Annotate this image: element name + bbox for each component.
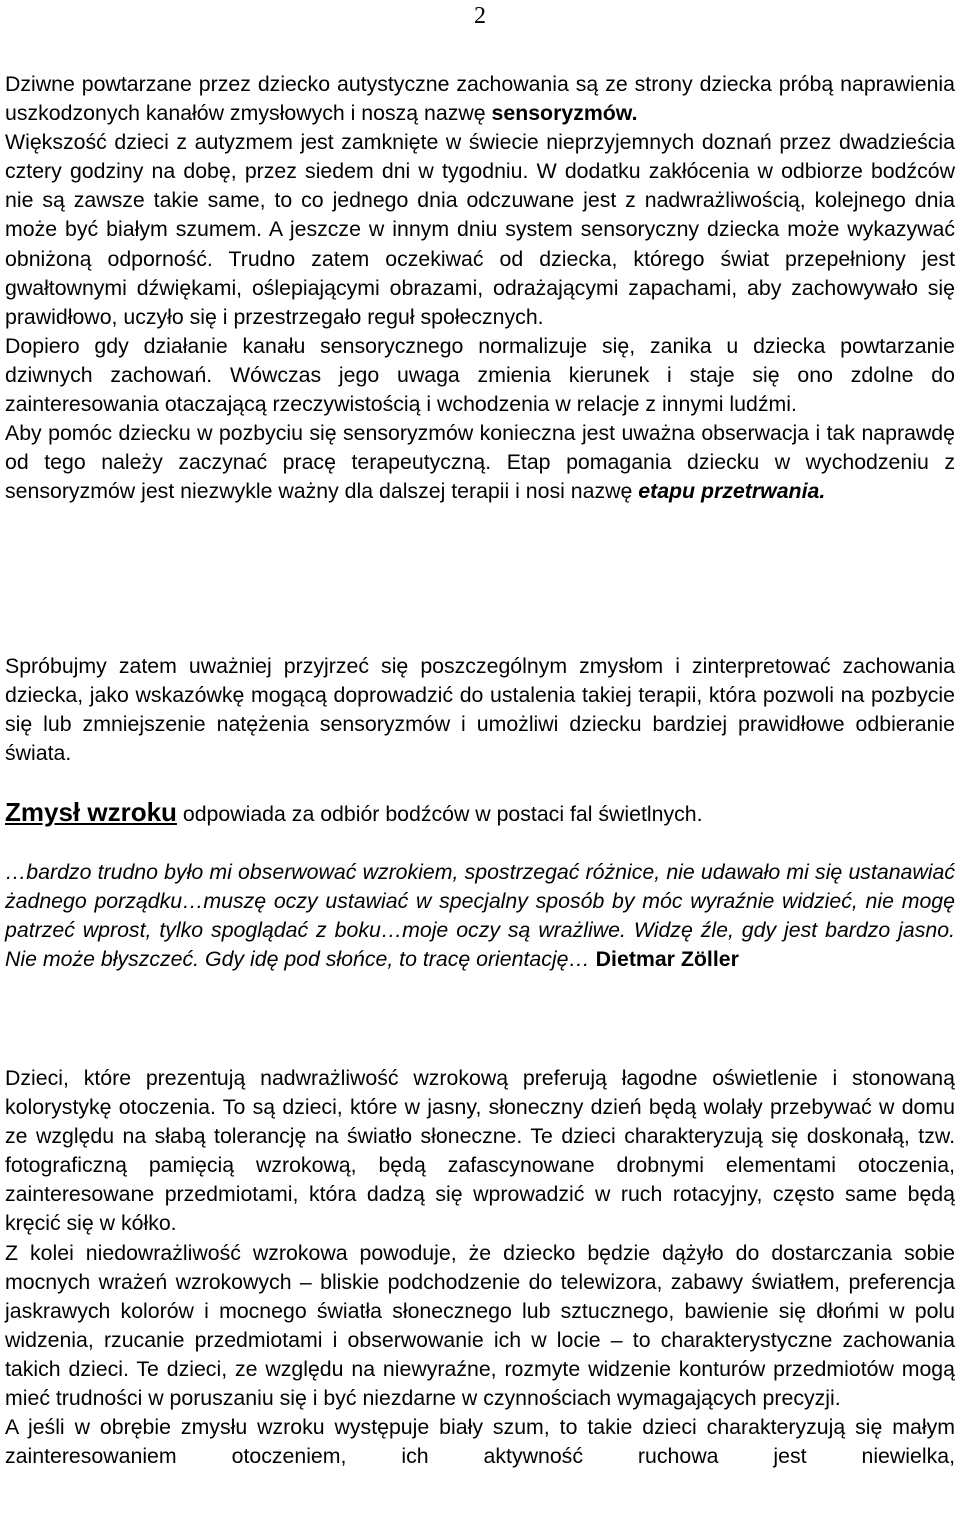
quote-author: Dietmar Zöller [595,947,739,972]
term-sensoryzmow: sensoryzmów. [491,101,638,126]
paragraph-etap-przetrwania [5,419,955,506]
paragraph-nadwrazliwosc: Dzieci, które prezentują nadwrażliwość wzrokową preferują łagodne oświetlenie i stonowaną kolorystykę otoczenia. To są dzieci, które w jasny, słoneczny dzień będą wolały przebywać w domu ze względu na słabą tolerancję na światło słoneczne. Te dzieci charakteryzują się doskonałą, tzw. fotograficzną pamięcią wzrokową, będą zafascynowane drobnymi elementami otoczenia, zainteresowane przedmiotami, która dadzą się wprowadzić w ruch rotacyjny, często same będą kręcić się w kółko. [5,1066,955,1236]
intro-block [5,70,955,506]
quote-text: …bardzo trudno było mi obserwować wzrokiem, spostrzegać różnice, nie udawało mi się ustanawiać żadnego porządku…muszę oczy ustawiać w specjalny sposób by móc wyraźnie widzieć, nie mogę patrzeć wprost, tylko spoglądać z boku…moje oczy są wrażliwe. Widzę źle, gdy jest bardzo jasno. Nie może błyszczeć. Gdy idę pod słońce, to tracę orientację… [5,860,955,972]
paragraph-normalizacja: Dopiero gdy działanie kanału sensorycznego normalizuje się, zanika u dziecka powtarzanie dziwnych zachowań. Wówczas jego uwaga zmienia kierunek i staje się ono zdolne do zainteresowania otaczającą rzeczywistością i wchodzenia w relacje z innymi ludźmi. [5,333,955,417]
section-heading: Zmysł wzroku [5,797,177,827]
section-text: odpowiada za odbiór bodźców w postaci fal świetlnych. [176,802,703,826]
quote-block [5,858,955,974]
paragraph-niedowrazliwosc: Z kolei niedowrażliwość wzrokowa powoduje, że dziecko będzie dążyło do dostarczania sobie mocnych wrażeń wzrokowych – bliskie podchodzenie do telewizora, zabawy światłem, preferencja jaskrawych kolorów i mocnego światła słonecznego lub sztucznego, bawienie się dłońmi w polu widzenia, rzucanie przedmiotami i obserwowanie ich w locie – to charakterystyczne zachowania takich dzieci. Te dzieci, ze względu na niewyraźne, rozmyte widzenie konturów przedmiotów mogą mieć trudności w poruszaniu się i być niezdarne w czynnościach wymagających precyzji. [5,1240,955,1411]
paragraph-sensoryzmy [5,70,955,128]
visual-sensitivity-block [5,1064,955,1471]
paragraph-dzieci-z-autyzmem: Większość dzieci z autyzmem jest zamknięte w świecie nieprzyjemnych doznań przez dwadzieścia cztery godziny na dobę, przez siedem dni w tygodniu. W dodatku zakłócenia w odbiorze bodźców nie są zawsze takie same, to co jednego dnia odczuwane jest z nadwrażliwością, kolejnego dnia może być białym szumem. A jeszcze w innym dniu system sensoryczny dziecka może wykazywać obniżoną odporność. Trudno zatem oczekiwać od dziecka, którego świat przepełniony jest gwałtownymi dźwiękami, oślepiającymi obrazami, odrażającymi zapachami, aby zachowywało się prawidłowo, uczyło się i przestrzegało reguł społecznych. [5,130,955,329]
section-zmysl-wzroku [5,798,955,829]
paragraph-text: Dziwne powtarzane przez dziecko autystyczne zachowania są ze strony dziecka próbą naprawienia uszkodzonych kanałów zmysłowych i noszą nazwę [5,72,955,126]
paragraph-sprobujmy: Spróbujmy zatem uważniej przyjrzeć się poszczególnym zmysłom i zinterpretować zachowania dziecka, jako wskazówkę mogącą doprowadzić do ustalenia takiej terapii, która pozwoli na pozbycie się lub zmniejszenie natężenia sensoryzmów i umożliwi dziecku bardziej prawidłowe odbieranie świata. [5,654,955,766]
page-number: 2 [474,3,486,29]
quote-paragraph [5,858,955,974]
paragraph-bialy-szum: A jeśli w obrębie zmysłu wzroku występuje biały szum, to takie dzieci charakteryzują się małym zainteresowaniem otoczeniem, ich aktywność ruchowa jest niewielka, [5,1415,955,1469]
paragraph-text: Aby pomóc dziecku w pozbyciu się sensoryzmów konieczna jest uważna obserwacja i tak naprawdę od tego należy zaczynać pracę terapeutyczną. Etap pomagania dziecku w wychodzeniu z sensoryzmów jest niezwykle ważny dla dalszej terapii i nosi nazwę [5,421,955,504]
section-line [5,798,955,829]
term-etapu-przetrwania: etapu przetrwania. [638,479,826,504]
